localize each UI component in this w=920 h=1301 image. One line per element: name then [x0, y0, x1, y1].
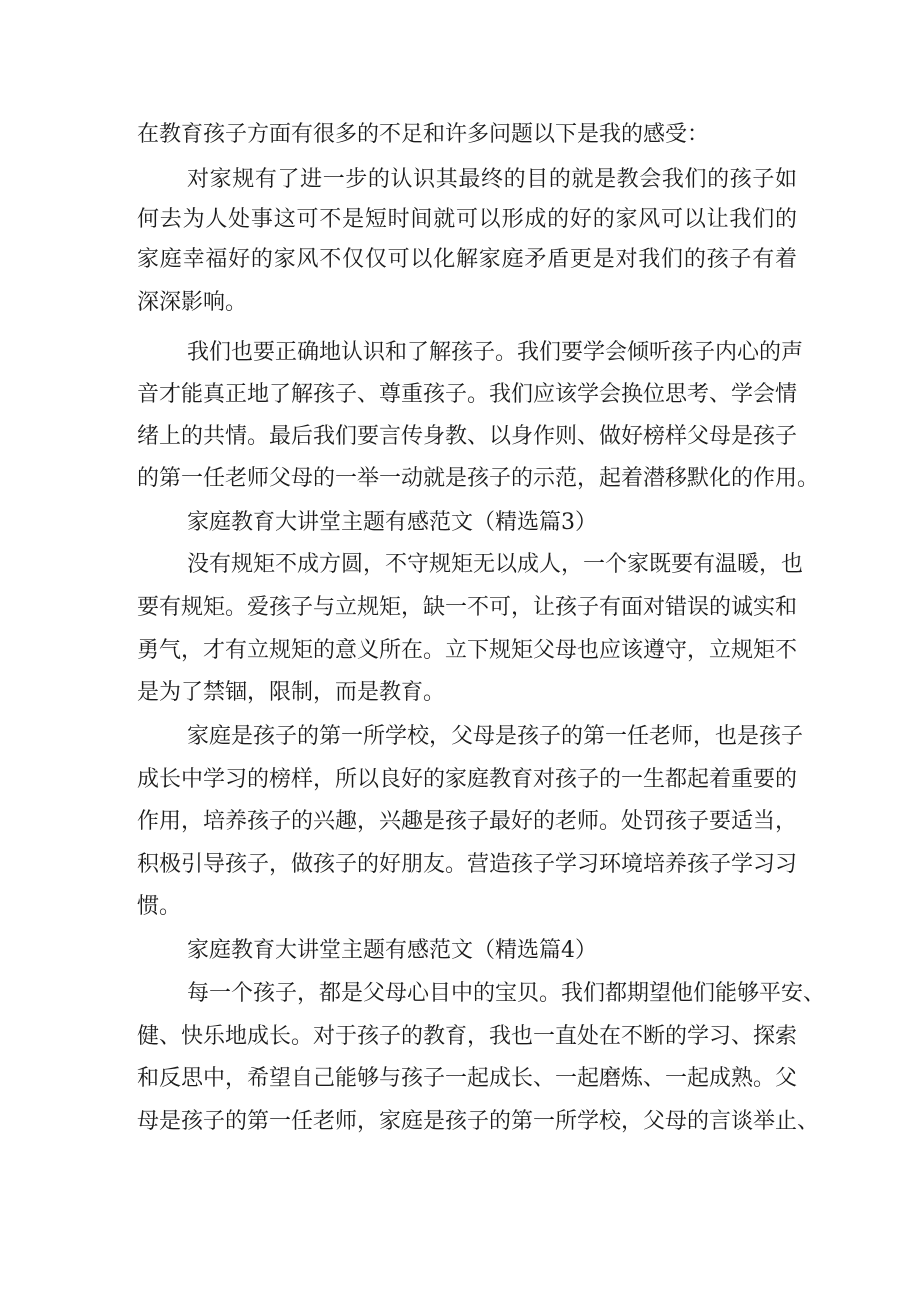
text-line: 深深影响。	[137, 290, 248, 315]
paragraph-first-line: 家庭是孩子的第一所学校，父母是孩子的第一任老师，也是孩子	[187, 724, 804, 749]
text-line: 成长中学习的榜样，所以良好的家庭教育对孩子的一生都起着重要的	[137, 767, 798, 792]
text-line: 绪上的共情。最后我们要言传身教、以身作则、做好榜样父母是孩子	[137, 424, 798, 449]
text-line: 家庭幸福好的家风不仅仅可以化解家庭矛盾更是对我们的孩子有着	[137, 247, 797, 272]
text-line: 是为了禁锢，限制，而是教育。	[137, 680, 446, 705]
section-heading: 家庭教育大讲堂主题有感范文（精选篇3）	[187, 510, 597, 535]
paragraph-first-line: 对家规有了进一步的认识其最终的目的就是教会我们的孩子如	[187, 167, 797, 192]
text-line: 何去为人处事这可不是短时间就可以形成的好的家风可以让我们的	[137, 207, 797, 232]
section-heading: 家庭教育大讲堂主题有感范文（精选篇4）	[187, 938, 597, 963]
text-line: 和反思中，希望自己能够与孩子一起成长、一起磨炼、一起成熟。父	[137, 1066, 798, 1091]
text-line: 要有规矩。爱孩子与立规矩，缺一不可，让孩子有面对错误的诚实和	[137, 595, 798, 620]
text-line: 在教育孩子方面有很多的不足和许多问题以下是我的感受：	[137, 122, 710, 147]
paragraph-first-line: 我们也要正确地认识和了解孩子。我们要学会倾听孩子内心的声	[187, 340, 804, 365]
text-line: 的第一任老师父母的一举一动就是孩子的示范，起着潜移默化的作用。	[137, 466, 820, 491]
text-line: 母是孩子的第一任老师，家庭是孩子的第一所学校，父母的言谈举止、	[137, 1109, 820, 1134]
text-line: 积极引导孩子，做孩子的好朋友。营造孩子学习环境培养孩子学习习	[137, 852, 798, 877]
paragraph-first-line: 每一个孩子，都是父母心目中的宝贝。我们都期望他们能够平安、	[187, 981, 826, 1006]
text-line: 健、快乐地成长。对于孩子的教育，我也一直处在不断的学习、探索	[137, 1024, 798, 1049]
paragraph-first-line: 没有规矩不成方圆，不守规矩无以成人，一个家既要有温暖，也	[187, 552, 804, 577]
text-line: 勇气，才有立规矩的意义所在。立下规矩父母也应该遵守，立规矩不	[137, 638, 798, 663]
text-line: 作用，培养孩子的兴趣，兴趣是孩子最好的老师。处罚孩子要适当，	[137, 809, 798, 834]
text-line: 音才能真正地了解孩子、尊重孩子。我们应该学会换位思考、学会情	[137, 382, 798, 407]
text-line: 惯。	[137, 894, 182, 919]
